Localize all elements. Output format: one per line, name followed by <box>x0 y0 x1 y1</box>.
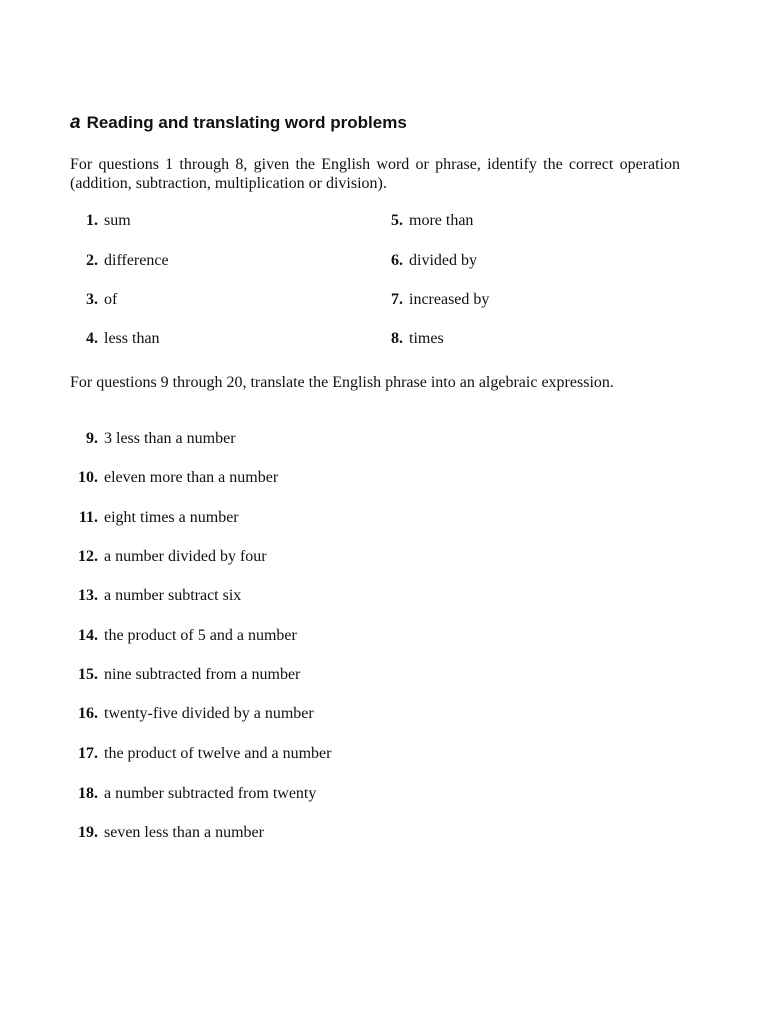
question-text: eleven more than a number <box>104 469 279 486</box>
question-item <box>70 329 160 349</box>
question-item <box>375 251 477 271</box>
question-item <box>375 329 444 349</box>
question-item <box>70 290 117 310</box>
instructions-part1: For questions 1 through 8, given the English word or phrase, identify the correct operation (addition, subtraction, multiplication or division). <box>70 156 680 192</box>
question-item <box>70 211 131 231</box>
question-item <box>70 823 264 843</box>
question-item <box>70 704 314 724</box>
question-item <box>70 586 241 606</box>
question-text: less than <box>104 330 160 347</box>
question-number: 4. <box>86 330 98 347</box>
question-item <box>70 626 297 646</box>
question-text: eight times a number <box>104 509 239 526</box>
question-text: twenty-five divided by a number <box>104 705 314 722</box>
question-number: 13. <box>78 587 98 604</box>
question-text: a number subtracted from twenty <box>104 785 317 802</box>
question-item <box>375 290 489 310</box>
question-number: 15. <box>78 666 98 683</box>
question-item <box>70 468 278 488</box>
question-item <box>70 251 169 271</box>
question-number: 1. <box>86 212 98 229</box>
question-text: sum <box>104 212 131 229</box>
question-number: 7. <box>391 291 403 308</box>
question-item <box>70 508 239 528</box>
question-number: 14. <box>78 627 98 644</box>
question-text: times <box>409 330 444 347</box>
question-text: a number subtract six <box>104 587 242 604</box>
section-heading <box>70 112 407 134</box>
question-number: 17. <box>78 745 98 762</box>
question-text: seven less than a number <box>104 824 264 841</box>
section-title: Reading and translating word problems <box>86 113 407 132</box>
question-text: of <box>104 291 118 308</box>
question-text: the product of 5 and a number <box>104 627 297 644</box>
question-number: 5. <box>391 212 403 229</box>
question-text: a number divided by four <box>104 548 267 565</box>
question-item <box>70 665 300 685</box>
question-item <box>375 211 473 231</box>
question-number: 9. <box>86 430 98 447</box>
question-number: 8. <box>391 330 403 347</box>
question-text: nine subtracted from a number <box>104 666 301 683</box>
section-letter: a <box>70 112 81 133</box>
question-item <box>70 547 267 567</box>
question-number: 16. <box>78 705 98 722</box>
question-number: 3. <box>86 291 98 308</box>
question-text: the product of twelve and a number <box>104 745 332 762</box>
question-number: 18. <box>78 785 98 802</box>
question-item <box>70 429 236 449</box>
question-text: divided by <box>409 252 477 269</box>
question-number: 6. <box>391 252 403 269</box>
question-item <box>70 784 316 804</box>
question-item <box>70 744 331 764</box>
question-text: difference <box>104 252 169 269</box>
question-number: 19. <box>78 824 98 841</box>
question-text: more than <box>409 212 474 229</box>
question-number: 2. <box>86 252 98 269</box>
question-number: 11. <box>78 509 98 526</box>
instructions-part2: For questions 9 through 20, translate the English phrase into an algebraic expression. <box>70 374 614 391</box>
question-number: 12. <box>78 548 98 565</box>
question-text: 3 less than a number <box>104 430 236 447</box>
question-text: increased by <box>409 291 490 308</box>
question-number: 10. <box>78 469 98 486</box>
